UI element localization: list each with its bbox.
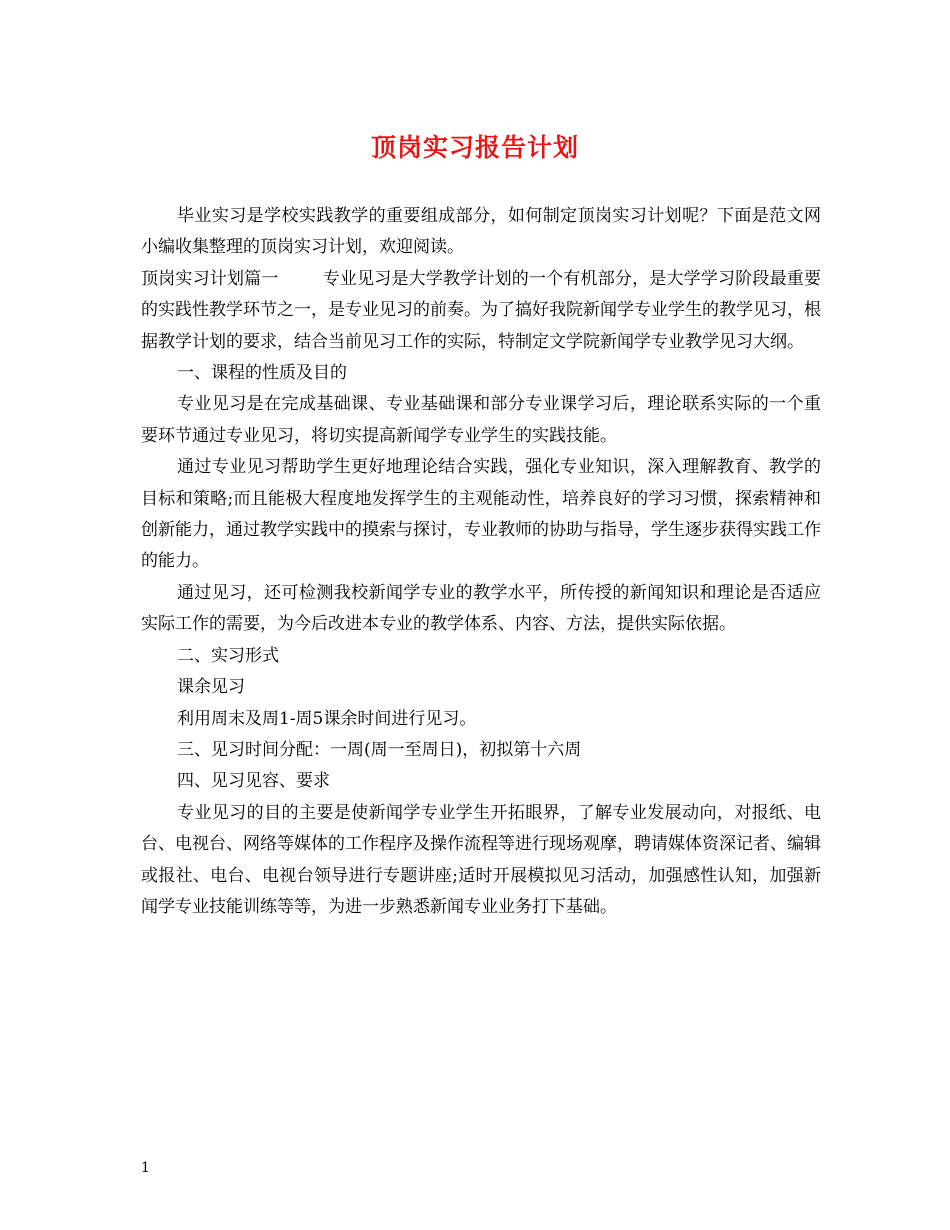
paragraph-assessment: 通过见习，还可检测我校新闻学专业的教学水平，所传授的新闻知识和理论是否适应实际工作的需要，为今后改进本专业的教学体系、内容、方法，提供实际依据。 (141, 582, 821, 635)
section-intro: 专业见习是大学教学计划的一个有机部分，是大学学习阶段最重要的实践性教学环节之一，是专业见习的前奏。为了搞好我院新闻学专业学生的教学见习，根据教学计划的要求，结合当前见习工作的实际，特制定文学院新闻学专业教学见习大纲。 (141, 268, 822, 352)
intro-paragraph: 毕业实习是学校实践教学的重要组成部分，如何制定顶岗实习计划呢？下面是范文网小编收集整理的顶岗实习计划，欢迎阅读。 (141, 206, 821, 258)
section-paragraph (141, 264, 821, 358)
heading-schedule: 三、见习时间分配：一周(周一至周日)，初拟第十六周 (177, 739, 582, 760)
document-title: 顶岗实习报告计划 (370, 133, 579, 162)
document-body (141, 201, 821, 923)
paragraph-nature: 专业见习是在完成基础课、专业基础课和部分专业课学习后，理论联系实际的一个重要环节通过专业见习，将切实提高新闻学专业学生的实践技能。 (141, 394, 821, 446)
heading-nature-purpose: 一、课程的性质及目的 (177, 363, 347, 384)
paragraph-content: 专业见习的目的主要是使新闻学专业学生开拓眼界，了解专业发展动向，对报纸、电台、电视台、网络等媒体的工作程序及操作流程等进行现场观摩，聘请媒体资深记者、编辑或报社、电台、电视台领导进行专题讲座;适时开展模拟见习活动，加强感性认知，加强新闻学专业技能训练等等，为进一步熟悉新闻专业业务打下基础。 (141, 802, 821, 917)
heading-form: 二、实习形式 (177, 645, 279, 666)
section-label: 顶岗实习计划篇一 (141, 268, 279, 289)
paragraph-goals: 通过专业见习帮助学生更好地理论结合实践，强化专业知识，深入理解教育、教学的目标和策略;而且能极大程度地发挥学生的主观能动性，培养良好的学习习惯，探索精神和创新能力，通过教学实践中的摸索与探讨，专业教师的协助与指导，学生逐步获得实践工作的能力。 (141, 457, 821, 572)
line-time: 利用周末及周1-周5课余时间进行见习。 (177, 708, 477, 729)
heading-content: 四、见习见容、要求 (177, 771, 330, 792)
page-number: 1 (141, 1160, 150, 1176)
line-form: 课余见习 (177, 677, 245, 698)
